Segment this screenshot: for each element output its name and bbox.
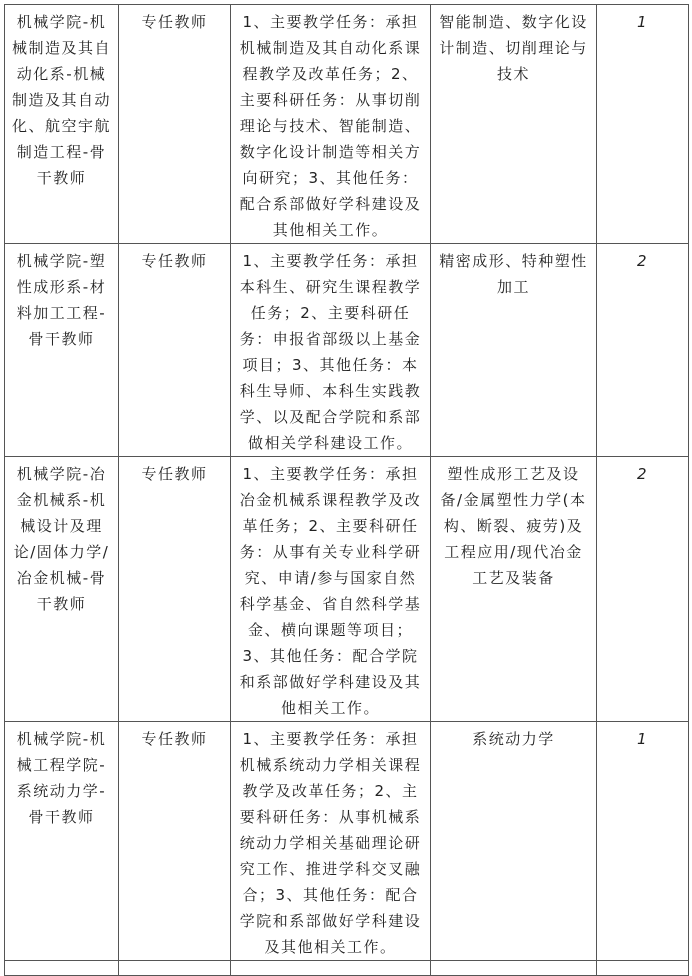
staff-type-cell: 专任教师 <box>119 244 231 457</box>
headcount-cell: 2 <box>597 244 689 457</box>
headcount-cell: 2 <box>597 457 689 722</box>
table-row <box>5 722 689 961</box>
empty-cell <box>5 961 119 976</box>
empty-cell <box>231 961 431 976</box>
position-name-cell: 机械学院-塑性成形系-材料加工工程-骨干教师 <box>5 244 119 457</box>
headcount-cell: 1 <box>597 5 689 244</box>
headcount-cell: 1 <box>597 722 689 961</box>
duties-cell: 1、主要教学任务：承担机械系统动力学相关课程教学及改革任务；2、主要科研任务：从事机械系统动力学相关基础理论研究工作、推进学科交叉融合；3、其他任务：配合学院和系部做好学科建设及其他相关工作。 <box>231 722 431 961</box>
table-row-partial <box>5 961 689 976</box>
research-direction-cell: 系统动力学 <box>431 722 597 961</box>
staff-type-cell: 专任教师 <box>119 457 231 722</box>
duties-cell: 1、主要教学任务：承担机械制造及其自动化系课程教学及改革任务；2、主要科研任务：从事切削理论与技术、智能制造、数字化设计制造等相关方向研究；3、其他任务：配合系部做好学科建设及其他相关工作。 <box>231 5 431 244</box>
empty-cell <box>597 961 689 976</box>
position-name-cell: 机械学院-机械制造及其自动化系-机械制造及其自动化、航空宇航制造工程-骨干教师 <box>5 5 119 244</box>
staff-type-cell: 专任教师 <box>119 722 231 961</box>
staff-type-cell: 专任教师 <box>119 5 231 244</box>
empty-cell <box>431 961 597 976</box>
positions-table <box>4 4 689 976</box>
position-name-cell: 机械学院-冶金机械系-机械设计及理论/固体力学/冶金机械-骨干教师 <box>5 457 119 722</box>
duties-cell: 1、主要教学任务：承担冶金机械系课程教学及改革任务；2、主要科研任务：从事有关专业科学研究、申请/参与国家自然科学基金、省自然科学基金、横向课题等项目；3、其他任务：配合学院和系部做好学科建设及其他相关工作。 <box>231 457 431 722</box>
duties-cell: 1、主要教学任务：承担本科生、研究生课程教学任务；2、主要科研任务：申报省部级以上基金项目；3、其他任务：本科生导师、本科生实践教学、以及配合学院和系部做相关学科建设工作。 <box>231 244 431 457</box>
research-direction-cell: 精密成形、特种塑性加工 <box>431 244 597 457</box>
position-name-cell: 机械学院-机械工程学院-系统动力学-骨干教师 <box>5 722 119 961</box>
table-row <box>5 244 689 457</box>
empty-cell <box>119 961 231 976</box>
table-row <box>5 5 689 244</box>
research-direction-cell: 智能制造、数字化设计制造、切削理论与技术 <box>431 5 597 244</box>
research-direction-cell: 塑性成形工艺及设备/金属塑性力学(本构、断裂、疲劳)及工程应用/现代冶金工艺及装备 <box>431 457 597 722</box>
table-row <box>5 457 689 722</box>
